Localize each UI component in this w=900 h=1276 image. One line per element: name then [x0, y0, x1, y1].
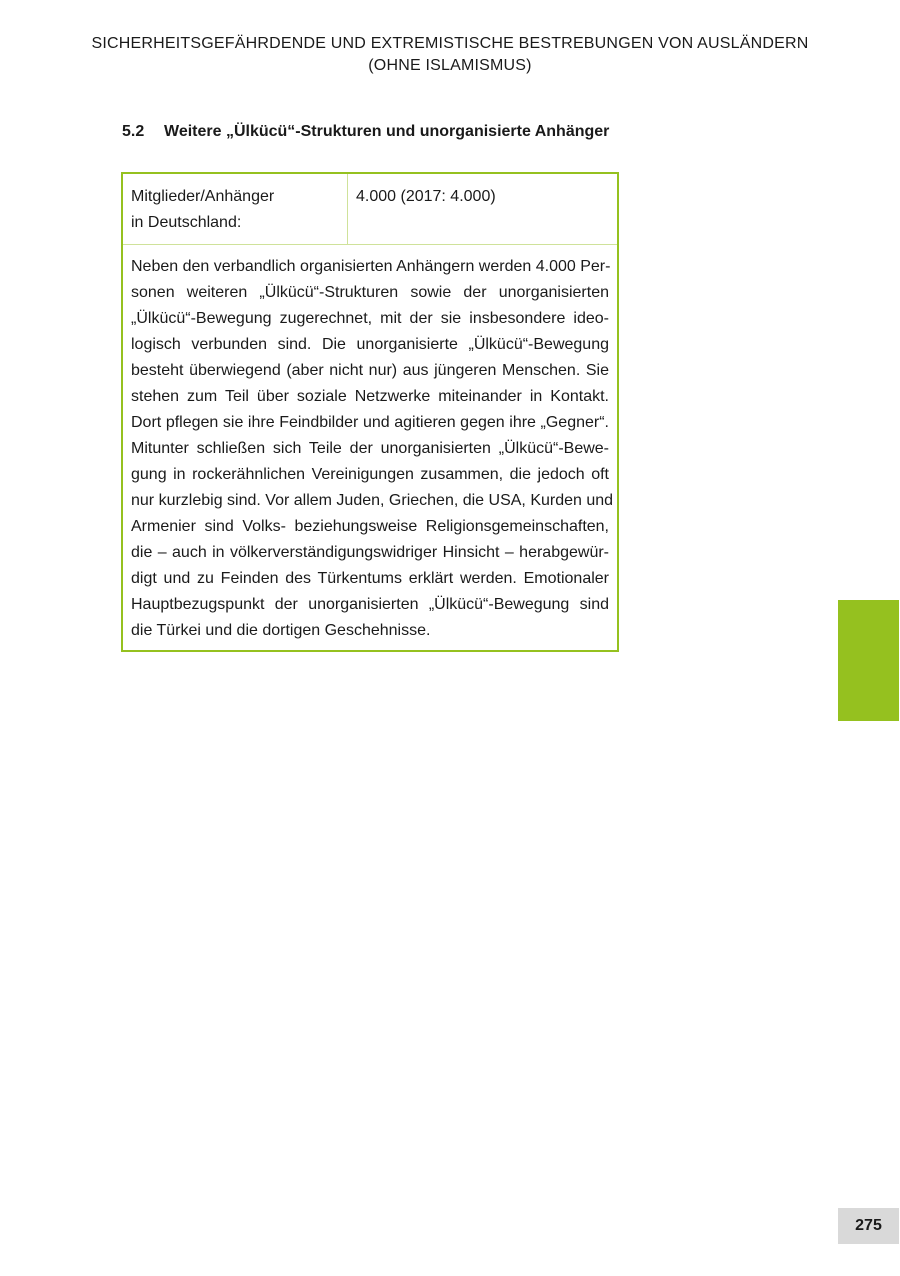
section-heading [122, 121, 682, 143]
body-line: besteht überwiegend (aber nicht nur) aus jüngeren Menschen. Sie [131, 362, 609, 379]
page-number: 275 [838, 1208, 899, 1244]
body-line: logisch verbunden sind. Die unorganisierte „Ülkücü“-Bewegung [131, 336, 609, 353]
section-number: 5.2 [122, 123, 145, 140]
body-line: Dort pflegen sie ihre Feindbilder und agitieren gegen ihre „Gegner“. [131, 414, 609, 431]
body-line: die – auch in völkerverständigungswidriger Hinsicht – herabgewür- [131, 544, 609, 561]
body-line: die Türkei und die dortigen Geschehnisse. [131, 622, 431, 639]
body-line: stehen zum Teil über soziale Netzwerke miteinander in Kontakt. [131, 388, 609, 405]
body-line: digt und zu Feinden des Türkentums erklärt werden. Emotionaler [131, 570, 609, 587]
running-head-line-1: SICHERHEITSGEFÄHRDENDE UND EXTREMISTISCHE BESTREBUNGEN VON AUSLÄNDERN [91, 35, 809, 52]
chapter-side-tab [838, 600, 899, 721]
running-head [60, 33, 840, 77]
info-box-header [123, 174, 617, 245]
running-head-line-2: (OHNE ISLAMISMUS) [368, 57, 532, 74]
section-title: Weitere „Ülkücü“-Strukturen und unorganisierte Anhänger [164, 123, 610, 140]
body-line: „Ülkücü“-Bewegung zugerechnet, mit der sie insbesondere ideo- [131, 310, 609, 327]
body-line: nur kurzlebig sind. Vor allem Juden, Griechen, die USA, Kurden und [131, 492, 614, 509]
members-value: 4.000 (2017: 4.000) [356, 188, 496, 205]
body-line: Mitunter schließen sich Teile der unorganisierten „Ülkücü“-Bewe- [131, 440, 609, 457]
body-line: Hauptbezugspunkt der unorganisierten „Ülkücü“-Bewegung sind [131, 596, 609, 613]
body-line: Neben den verbandlich organisierten Anhängern werden 4.000 Per- [131, 258, 611, 275]
members-label [131, 184, 341, 236]
members-label-line-1: Mitglieder/Anhänger [131, 188, 275, 205]
body-line: gung in rockerähnlichen Vereinigungen zusammen, die jedoch oft [131, 466, 609, 483]
info-box [121, 172, 619, 652]
info-box-body [131, 254, 614, 644]
body-line: Armenier sind Volks- beziehungsweise Religionsgemeinschaften, [131, 518, 609, 535]
members-label-line-2: in Deutschland: [131, 214, 242, 231]
body-line: sonen weiteren „Ülkücü“-Strukturen sowie der unorganisierten [131, 284, 609, 301]
info-box-column-divider [347, 174, 348, 244]
